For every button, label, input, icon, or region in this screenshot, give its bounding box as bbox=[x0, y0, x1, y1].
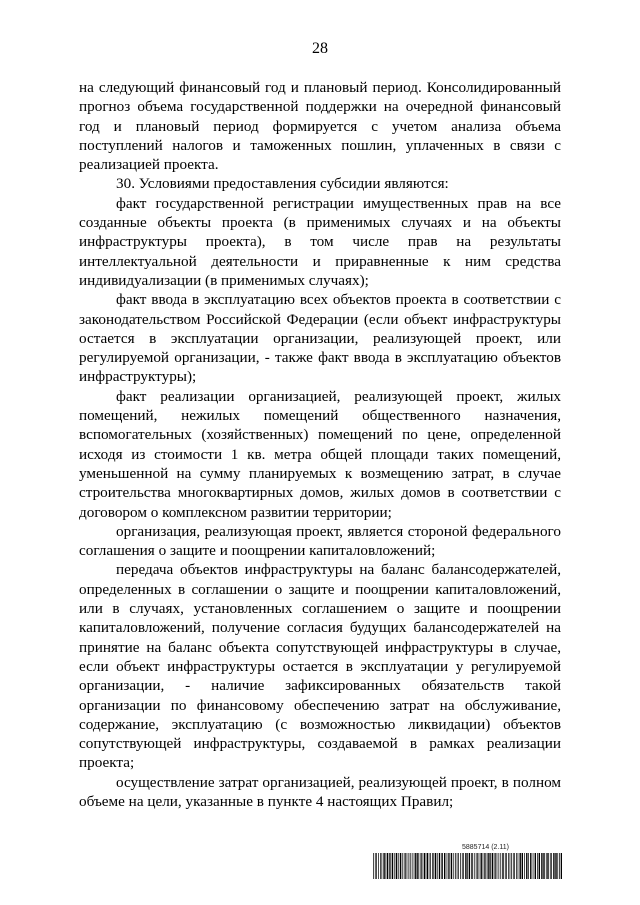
document-body bbox=[79, 78, 561, 811]
paragraph: на следующий финансовый год и плановый период. Консолидированный прогноз объема государственной поддержки на очередной финансовый год и плановый период формируется с учетом анализа объема поступлений налогов и таможенных пошлин, уплаченных в связи с реализацией проекта. bbox=[79, 79, 561, 174]
paragraph: осуществление затрат организацией, реализующей проект, в полном объеме на цели, указанные в пункте 4 настоящих Правил; bbox=[79, 773, 561, 810]
paragraph: факт ввода в эксплуатацию всех объектов проекта в соответствии с законодательством Российской Федерации (если объект инфраструктуры остается в эксплуатации организации, реализующей проект, или регулируемой организации, - также факт ввода в эксплуатацию объектов инфраструктуры); bbox=[79, 291, 561, 386]
paragraph: организация, реализующая проект, является стороной федерального соглашения о защите и поощрении капиталовложений; bbox=[79, 522, 561, 560]
page-number: 28 bbox=[312, 40, 328, 57]
paragraph: факт государственной регистрации имущественных прав на все созданные объекты проекта (в применимых случаях и на объекты инфраструктуры проекта), в том числе прав на результаты интеллектуальной деятельности и приравненные к ним средства индивидуализации (в применимых случаях); bbox=[79, 194, 561, 289]
paragraph: 30. Условиями предоставления субсидии являются: bbox=[116, 175, 449, 193]
paragraph: передача объектов инфраструктуры на баланс балансодержателей, определенных в соглашении о защите и поощрении капиталовложений, или в случаях, установленных соглашением о защите и поощрении капиталовложений, получение согласия будущих балансодержателей на принятие на баланс объекта сопутствующей инфраструктуры в случае, если объект инфраструктуры остается в эксплуатации у регулируемой организации, - наличие зафиксированных обязательств такой организации по финансовому обеспечению затрат на обслуживание, содержание, эксплуатацию (с возможностью ликвидации) объектов сопутствующей инфраструктуры, создаваемой в рамках реализации проекта; bbox=[79, 561, 561, 772]
document-code: 5885714 (2.11) bbox=[462, 844, 509, 851]
paragraph: факт реализации организацией, реализующей проект, жилых помещений, нежилых помещений общественного назначения, вспомогательных (хозяйственных) помещений по цене, определенной исходя из стоимости 1 кв. метра общей площади таких помещений, уменьшенной на сумму планируемых к возмещению затрат, в случае строительства многоквартирных домов, жилых домов в соответствии с договором о комплексном развитии территории; bbox=[79, 387, 561, 521]
barcode-image bbox=[372, 853, 562, 879]
